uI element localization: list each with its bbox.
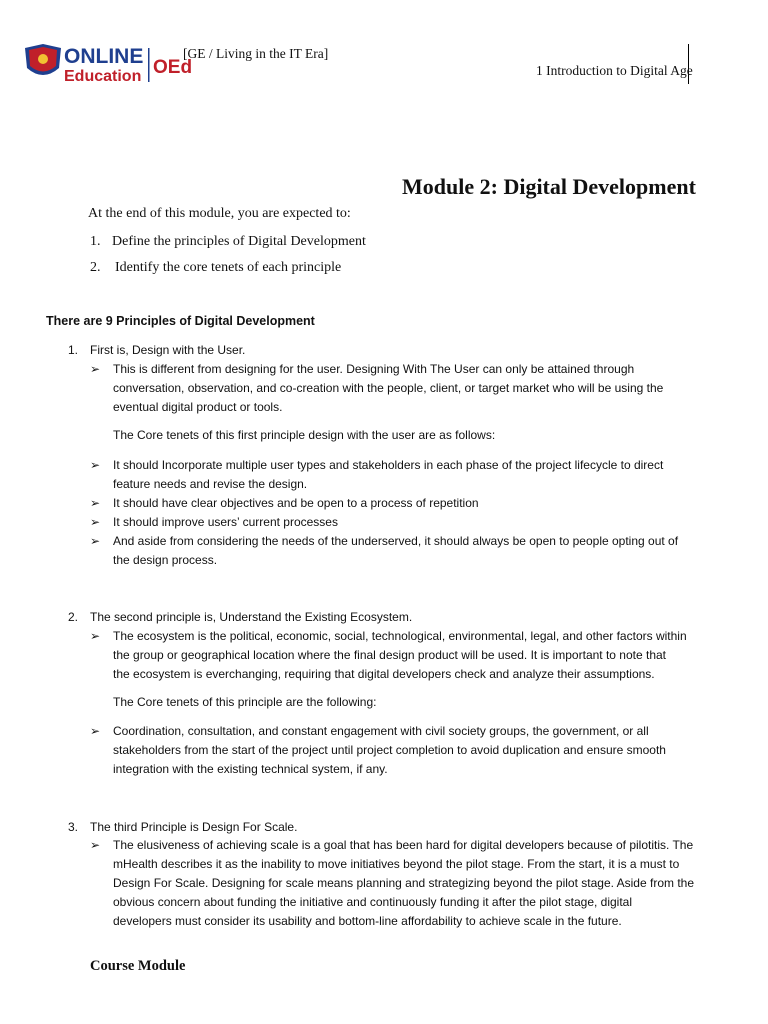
logo-graphic	[22, 42, 193, 88]
text-line: Coordination, consultation, and constant engagement with civil society groups, the government, or all	[113, 724, 649, 738]
objective-text: Define the principles of Digital Development	[112, 234, 366, 249]
text-line: eventual digital product or tools.	[113, 400, 283, 414]
text-line: developers must consider its usability and bottom-line affordability to achieve scale in the future.	[113, 914, 622, 928]
principle-description	[113, 360, 663, 417]
tenet-item	[113, 722, 666, 779]
text-line: the group or geographical location where the final design product will be used. It is important to note that	[113, 648, 667, 662]
bullet-icon: ➢	[90, 458, 101, 472]
core-tenets-intro: The Core tenets of this first principle design with the user are as follows:	[113, 428, 496, 442]
course-tag: [GE / Living in the IT Era]	[183, 46, 329, 61]
principle-number: 2.	[68, 610, 79, 624]
text-line: the design process.	[113, 553, 218, 567]
text-line: mHealth describes it as the inability to move initiatives beyond the pilot stage. From the start, it is a must to	[113, 857, 680, 871]
text-line: And aside from considering the needs of the underserved, it should always be open to people opting out of	[113, 534, 679, 548]
bullet-icon: ➢	[90, 496, 101, 510]
objectives-intro: At the end of this module, you are expected to:	[88, 206, 351, 221]
core-tenets-intro: The Core tenets of this principle are the following:	[113, 695, 377, 709]
text-line: feature needs and revise the design.	[113, 477, 308, 491]
tenet-item	[113, 456, 663, 494]
text-line: stakeholders from the start of the project until project completion to avoid duplication and ensure smooth	[113, 743, 666, 757]
logo-divider	[148, 48, 150, 82]
principle-number: 1.	[68, 343, 79, 357]
text-line: the ecosystem is everchanging, requiring that digital developers check and analyze their assumptions.	[113, 667, 655, 681]
bullet-icon: ➢	[90, 362, 101, 376]
bullet-icon: ➢	[90, 534, 101, 548]
logo-text-bottom: Education	[64, 68, 142, 85]
section-heading: There are 9 Principles of Digital Development	[46, 314, 315, 328]
text-line: integration with the existing technical system, if any.	[113, 762, 388, 776]
principle-title: First is, Design with the User.	[90, 343, 246, 357]
online-education-logo	[22, 42, 193, 88]
text-line: The ecosystem is the political, economic, social, technological, environmental, legal, and other factors within	[113, 629, 687, 643]
bullet-icon: ➢	[90, 838, 101, 852]
module-title: Module 2: Digital Development	[402, 174, 696, 199]
logo-emblem-icon	[38, 54, 48, 64]
page-label: 1 Introduction to Digital Age	[536, 63, 693, 78]
bullet-icon: ➢	[90, 629, 101, 643]
text-line: It should Incorporate multiple user types and stakeholders in each phase of the project lifecycle to direct	[113, 458, 664, 472]
tenet-item: It should improve users’ current processes	[113, 515, 338, 529]
text-line: Design For Scale. Designing for scale means planning and strategizing beyond the pilot stage. Aside from the	[113, 876, 695, 890]
bullet-icon: ➢	[90, 515, 101, 529]
objective-num: 2.	[90, 260, 101, 275]
logo-badge: OEd	[153, 57, 193, 78]
tenet-item	[113, 532, 678, 570]
text-line: This is different from designing for the user. Designing With The User can only be attained through	[113, 362, 635, 376]
principle-title: The third Principle is Design For Scale.	[90, 820, 298, 834]
principle-title: The second principle is, Understand the Existing Ecosystem.	[90, 610, 413, 624]
tenet-item: It should have clear objectives and be open to a process of repetition	[113, 496, 479, 510]
text-line: conversation, observation, and co-creation with the people, client, or target market who will be using the	[113, 381, 664, 395]
principle-description	[113, 627, 687, 684]
objective-num: 1.	[90, 234, 101, 249]
principle-number: 3.	[68, 820, 79, 834]
text-line: obvious concern about funding the initiative and continuously funding it after the pilot stage, digital	[113, 895, 633, 909]
principle-description	[113, 836, 694, 931]
text-line: The elusiveness of achieving scale is a goal that has been hard for digital developers because of pilotitis. The	[113, 838, 694, 852]
bullet-icon: ➢	[90, 724, 101, 738]
logo-text-top: ONLINE	[64, 45, 144, 68]
footer-course-module: Course Module	[90, 958, 186, 974]
objective-text: Identify the core tenets of each principle	[115, 260, 342, 275]
